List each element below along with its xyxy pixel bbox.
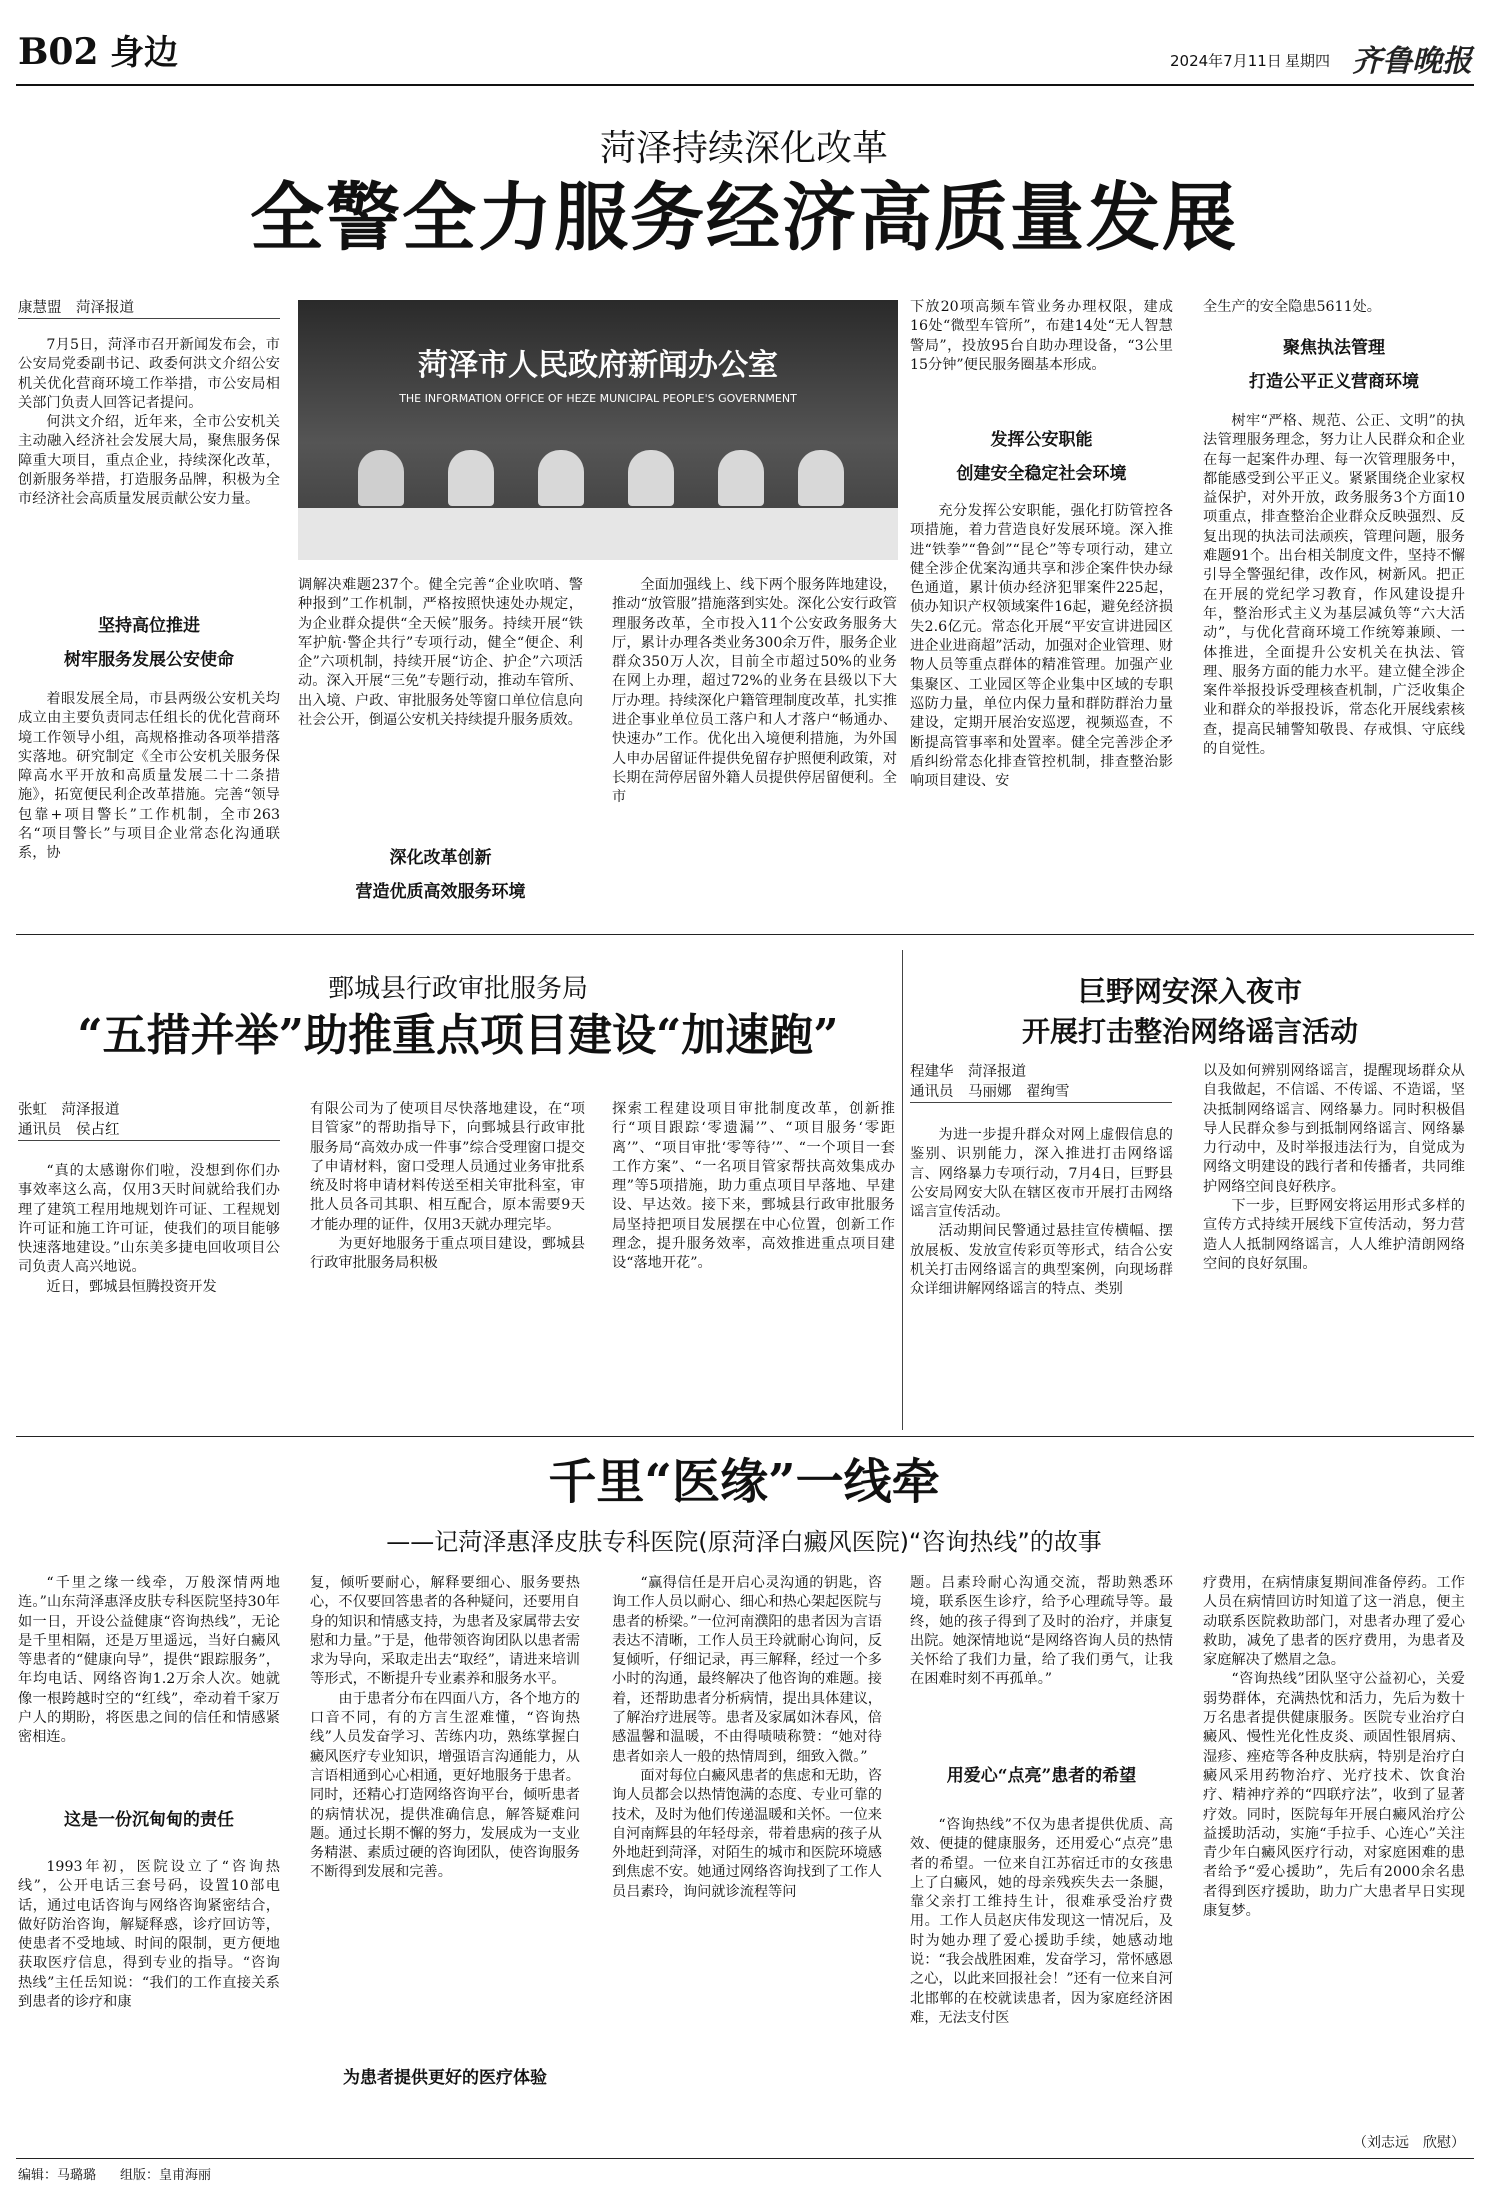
a1-title: 全警全力服务经济高质量发展 (250, 175, 1238, 261)
paragraph: 为更好地服务于重点项目建设，鄄城县行政审批服务局积极 (310, 1236, 585, 1272)
a2-col2 (310, 1100, 585, 1274)
a4-author: （刘志远 欣慰） (1353, 2135, 1465, 2151)
photo-sign: 菏泽市人民政府新闻办公室 THE INFORMATION OFFICE OF HEZE MUNICIPAL PEOPLE'S GOVERNMENT (399, 348, 797, 405)
paragraph: “真的太感谢你们啦，没想到你们办事效率这么高，仅用3天时间就给我们办理了建筑工程用地规划许可证、工程规划许可证和施工许可证，使我们的项目能够快速落地建设。”山东美多捷电回收项目公司负责人高兴地说。 (18, 1163, 280, 1276)
a4-subhead2: 为患者提供更好的医疗体验 (343, 2068, 547, 2088)
a4-col2 (310, 1574, 580, 1883)
a1-subhead4: 聚焦执法管理 打造公平正义营商环境 (1249, 338, 1419, 392)
a1-col1b (18, 690, 280, 864)
a1-subhead1: 坚持高位推进 树牢服务发展公安使命 (64, 616, 234, 670)
footer-layout: 组版：皇甫海丽 (120, 2168, 212, 2183)
paragraph: 以及如何辨别网络谣言，提醒现场群众从自我做起，不信谣、不传谣、不造谣，坚决抵制网络谣言、网络暴力。同时积极倡导人民群众参与到抵制网络谣言、网络暴力行动中，及时举报违法行为，自觉成为网络文明建设的践行者和传播者，共同维护网络空间良好秩序。 (1203, 1063, 1465, 1195)
a4-col4a (910, 1574, 1173, 1690)
a3-col1 (910, 1126, 1173, 1300)
a4-col1b (18, 1858, 280, 2012)
photo-table (298, 508, 898, 560)
a1-byline: 康慧盟 菏泽报道 (18, 298, 280, 319)
paragraph: “千里之缘一线牵，万般深情两地连。”山东菏泽惠泽皮肤专科医院坚持30年如一日，开设公益健康“咨询热线”，无论是千里相隔，还是万里遥远，当好白癜风等患者的“健康向导”，提供“跟踪服务”，年均电话、网络咨询1.2万余人次。她就像一根跨越时空的“红线”，牵动着千家万户人的期盼，将医患之间的信任和情感紧密相连。 (18, 1575, 280, 1746)
paragraph: 面对每位白癜风患者的焦虑和无助，咨询人员都会以热情饱满的态度、专业可靠的技术，及时为他们传递温暖和关怀。一位来自河南辉县的年轻母亲，带着患病的孩子从外地赶到菏泽，对陌生的城市和医院环境感到焦虑不安。她通过网络咨询找到了工作人员吕素玲，询问就诊流程等问 (612, 1767, 882, 1900)
page-number: B02 (18, 31, 99, 73)
section-divider (16, 934, 1474, 935)
paragraph: 探索工程建设项目审批制度改革，创新推行“项目跟踪‘零遗漏’”、“项目服务‘零距离’”、“项目审批‘零等待’”、“一个项目一套工作方案”、“一名项目管家帮扶高效集成办理”等5项措施，助力重点项目早落地、早建设、早达效。接下来，鄄城县行政审批服务局坚持把项目发展摆在中心位置，创新工作理念，提升服务效率，高效推进重点项目建设“落地开花”。 (612, 1101, 895, 1272)
a2-title: “五措并举”助推重点项目建设“加速跑” (77, 1010, 839, 1061)
a1-kicker: 菏泽持续深化改革 (599, 128, 888, 169)
footer-rule (16, 2158, 1474, 2159)
paragraph: 充分发挥公安职能，强化打防管控各项措施，着力营造良好发展环境。深入推进“铁拳”“鲁剑”“昆仑”等专项行动，建立健全涉企优案沟通共享和涉企案件快办绿色通道，累计侦办经济犯罪案件225起，侦办知识产权领域案件16起，避免经济损失2.6亿元。常态化开展“平安宣讲进园区进企业进商超”活动，加强对企业管理、财物人员等重点群体的精准管理。加强产业集聚区、工业园区等企业集中区域的专职巡防力量，单位内保力量和群防群治力量建设，定期开展治安巡逻，视频巡查，不断提高管事率和处置率。健全完善涉企矛盾纠纷常态化排查管控机制，排查整治影响项目建设、安 (910, 503, 1173, 790)
a3-title: 巨野网安深入夜市 开展打击整治网络谣言活动 (1021, 975, 1358, 1048)
a4-subhead1: 这是一份沉甸甸的责任 (64, 1810, 234, 1830)
a3-col2 (1203, 1062, 1465, 1274)
a1-col2 (298, 576, 583, 730)
paragraph: “咨询热线”不仅为患者提供优质、高效、便捷的健康服务，还用爱心“点亮”患者的希望。一位来自江苏宿迁市的女孩患上了白癜风，她的母亲残疾失去一条腿，靠父亲打工维持生计，很难承受治疗费用。工作人员赵庆伟发现这一情况后，及时为她办理了爱心援助手续，她感动地说：“我会战胜困难，发奋学习，常怀感恩之心，以此来回报社会！”还有一位来自河北邯郸的在校就读患者，因为家庭经济困难，无法支付医 (910, 1817, 1173, 2026)
issue-date: 2024年7月11日 (1170, 52, 1282, 70)
a2-col1 (18, 1162, 280, 1297)
a1-subhead2: 深化改革创新 营造优质高效服务环境 (355, 848, 526, 902)
paragraph: “赢得信任是开启心灵沟通的钥匙，咨询工作人员以耐心、细心和热心架起医院与患者的桥梁。”一位河南濮阳的患者因为言语表达不清晰，工作人员王玲就耐心询问，反复倾听，仔细记录，再三解释，经过一个多小时的沟通，最终解决了他咨询的难题。接着，还帮助患者分析病情，提出具体建议，了解治疗进展等。患者及家属如沐春风，倍感温馨和温暖，不由得啧啧称赞：“她对待患者如亲人一般的热情周到，细致入微。” (612, 1575, 882, 1765)
header-rule (16, 84, 1474, 86)
a4-subhead3: 用爱心“点亮”患者的希望 (946, 1766, 1137, 1786)
section-name: 身边 (110, 33, 178, 73)
article-divider (902, 950, 903, 1430)
footer-editor: 编辑：马璐璐 (18, 2168, 97, 2183)
paragraph: 由于患者分布在四面八方，各个地方的口音不同，有的方言生涩难懂，“咨询热线”人员发奋学习、苦练内功，熟练掌握白癜风医疗专业知识，增强语言沟通能力，从言语相通到心心相通，更好地服务于患者。同时，还精心打造网络咨询平台，倾听患者的病情状况，提供准确信息，解答疑难问题。通过长期不懈的努力，发展成为一支业务精湛、素质过硬的咨询团队，使咨询服务不断得到发展和完善。 (310, 1690, 580, 1881)
a2-kicker: 鄄城县行政审批服务局 (327, 974, 588, 1004)
paragraph: 复，倾听要耐心，解释要细心、服务要热心，不仅要回答患者的各种疑问，还要用自身的知识和情感支持，为患者及家属带去安慰和力量。”于是，他带领咨询团队以患者需求为导向，采取走出去“取经”，请进来培训等形式，不断提升专业素养和服务水平。 (310, 1575, 580, 1688)
a3-byline: 程建华 菏泽报道 通讯员 马丽娜 翟绚雪 (910, 1062, 1172, 1103)
a4-title: 千里“医缘”一线牵 (548, 1454, 940, 1510)
paragraph: 为进一步提升群众对网上虚假信息的鉴别、识别能力，深入推进打击网络谣言、网络暴力专项行动，7月4日，巨野县公安局网安大队在辖区夜市开展打击网络谣言宣传活动。 (910, 1127, 1173, 1221)
a1-col5b (1203, 412, 1465, 759)
paragraph: 着眼发展全局，市县两级公安机关均成立由主要负责同志任组长的优化营商环境工作领导小组，高规格推动各项举措落实落地。研究制定《全市公安机关服务保障高水平开放和高质量发展二十二条措施》，拓宽便民利企改革措施。完善“领导包靠+项目警长”工作机制，全市263名“项目警长”与项目企业常态化沟通联系，协 (18, 691, 280, 862)
paragraph: 树牢“严格、规范、公正、文明”的执法管理服务理念，努力让人民群众和企业在每一起案件办理、每一次管理服务中，都能感受到公平正义。紧紧围绕企业家权益保护，对外开放，政务服务3个方面10项重点，排查整治企业群众反映强烈、反复出现的执法司法顽疾，管理问题，服务难题91个。出台相关制度文件，坚持不懈引导全警强纪律，改作风，树新风。把正在开展的党纪学习教育，作风建设提升年，整治形式主义为基层减负等“六大活动”，与优化营商环境工作统筹兼顾、一体推进，全面提升公安机关在执法、管理、服务方面的能力水平。建立健全涉企案件举报投诉受理核查机制，广泛收集企业和群众的举报投诉，常态化开展线索核查，提高民辅警知敬畏、存戒惧、守底线的自觉性。 (1203, 413, 1465, 758)
a1-col3 (612, 576, 897, 808)
paragraph: 1993年初，医院设立了“咨询热线”，公开电话三套号码，设置10部电话，通过电话咨询与网络咨询紧密结合，做好防治咨询，解疑释惑，诊疗回访等，使患者不受地域、时间的限制，更方便地获取医疗信息，得到专业的指导。“咨询热线”主任岳知说：“我们的工作直接关系到患者的诊疗和康 (18, 1859, 280, 2011)
a1-col5a (1203, 298, 1465, 317)
paragraph: 7月5日，菏泽市召开新闻发布会，市公安局党委副书记、政委何洪文介绍公安机关优化营商环境工作举措，市公安局相关部门负责人回答记者提问。 (18, 337, 280, 411)
paper-logo: 齐鲁晚报 (1352, 44, 1472, 79)
paragraph: 下一步，巨野网安将运用形式多样的宣传方式持续开展线下宣传活动，努力营造人人抵制网络谣言，人人维护清朗网络空间的良好氛围。 (1203, 1198, 1465, 1272)
press-conference-photo (298, 300, 898, 560)
paragraph: 疗费用，在病情康复期间准备停药。工作人员在病情回访时知道了这一消息，便主动联系医院救助部门，对患者办理了爱心救助，减免了患者的医疗费用，为患者及家庭解决了燃眉之急。 (1203, 1575, 1465, 1669)
paragraph: 有限公司为了使项目尽快落地建设，在“项目管家”的帮助指导下，向鄄城县行政审批服务局“高效办成一件事”综合受理窗口提交了申请材料，窗口受理人员通过业务审批系统及时将申请材料传送至相关审批科室，审批人员各司其职、相互配合，原本需要9天才能办理的证件，仅用3天就办理完毕。 (310, 1101, 585, 1233)
issue-weekday: 星期四 (1285, 52, 1331, 70)
paragraph: 何洪文介绍，近年来，全市公安机关主动融入经济社会发展大局，聚焦服务保障重大项目，重点企业，持续深化改革，创新服务举措，打造服务品牌，积极为全市经济社会高质量发展贡献公安力量。 (18, 414, 280, 508)
a2-col3 (612, 1100, 895, 1274)
paragraph: 近日，鄄城县恒腾投资开发 (46, 1278, 217, 1295)
paragraph: 活动期间民警通过悬挂宣传横幅、摆放展板、发放宣传彩页等形式，结合公安机关打击网络谣言的典型案例，向现场群众详细讲解网络谣言的特点、类别 (910, 1223, 1173, 1298)
a4-col5 (1203, 1574, 1465, 1921)
paragraph: 调解决难题237个。健全完善“企业吹哨、警种报到”工作机制，严格按照快速处办规定，为企业群众提供“全天候”服务。持续开展“铁军护航·警企共行”专项行动，健全“便企、利企”六项机制，持续开展“访企、护企”六项活动。深入开展“三免”专题行动，推动车管所、出入境、户政、审批服务处等窗口单位信息向社会公开，倒逼公安机关持续提升服务质效。 (298, 577, 583, 729)
a4-subtitle: ——记菏泽惠泽皮肤专科医院(原菏泽白癜风医院)“咨询热线”的故事 (386, 1528, 1102, 1556)
paragraph: “咨询热线”团队坚守公益初心，关爱弱势群体，充满热忱和活力，先后为数十万名患者提供健康服务。医院专业治疗白癜风、慢性光化性皮炎、顽固性银屑病、湿疹、痤疮等各种皮肤病，特别是治疗白癜风采用药物治疗、光疗技术、饮食治疗、精神疗养的“四联疗法”，收到了显著疗效。同时，医院每年开展白癜风治疗公益援助活动，实施“手拉手、心连心”关注青少年白癜风医疗行动，对家庭困难的患者给予“爱心援助”，先后有2000余名患者得到医疗援助，助力广大患者早日实现康复梦。 (1203, 1671, 1465, 1920)
speaker-row (338, 450, 858, 510)
a1-col4a (910, 298, 1173, 375)
a4-col1a (18, 1574, 280, 1748)
a2-byline: 张虹 菏泽报道 通讯员 侯占红 (18, 1100, 280, 1141)
a1-subhead3: 发挥公安职能 创建安全稳定社会环境 (956, 430, 1127, 484)
a4-col3 (612, 1574, 882, 1902)
paragraph: 全面加强线上、线下两个服务阵地建设，推动“放管服”措施落到实处。深化公安行政管理服务改革，全市投入11个公安政务服务大厅，累计办理各类业务300余万件，服务企业群众350万人次，目前全市超过50%的业务在网上办理，超过72%的业务在县级以下大厅办理。持续深化户籍管理制度改革，扎实推进企事业单位员工落户和人才落户“畅通办、快速办”工作。优化出入境便利措施，为外国人申办居留证件提供免留存护照便利政策，对长期在菏停居留外籍人员提供停居留便利。全市 (612, 577, 897, 806)
a4-col4b (910, 1816, 1173, 2028)
a1-col1a (18, 336, 280, 510)
a1-col4b (910, 502, 1173, 791)
paragraph: 全生产的安全隐患5611处。 (1203, 299, 1381, 315)
section-divider (16, 1436, 1474, 1437)
paragraph: 题。吕素玲耐心沟通交流，帮助熟悉环境，联系医生诊疗，给予心理疏导等。最终，她的孩子得到了及时的治疗，并康复出院。她深情地说“是网络咨询人员的热情关怀给了我们力量，给了我们勇气，让我在困难时刻不再孤单。” (910, 1575, 1173, 1688)
paragraph: 下放20项高频车管业务办理权限，建成16处“微型车管所”，布建14处“无人智慧警局”，投放95台自助办理设备，“3公里15分钟”便民服务圈基本形成。 (910, 299, 1173, 373)
